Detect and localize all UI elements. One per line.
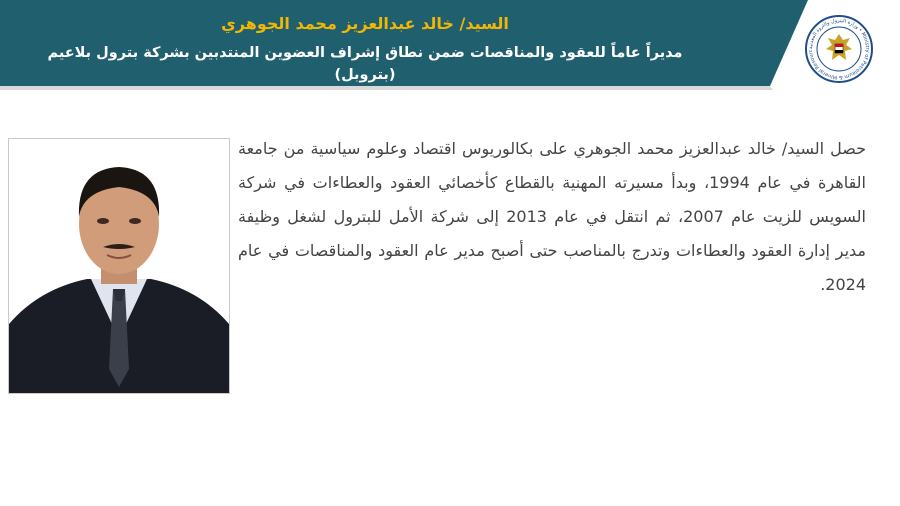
ministry-logo [804,14,874,84]
biography-text: حصل السيد/ خالد عبدالعزيز محمد الجوهري على بكالوريوس اقتصاد وعلوم سياسية من جامعة القاهرة في عام 1994، وبدأ مسيرته المهنية بالقطاع كأخصائي العقود والعطاءات في شركة السويس للزيت عام 2007، ثم انتقل في عام 2013 إلى شركة الأمل للبترول لشغل وظيفة مدير إدارة العقود والعطاءات وتدرج بالمناصب حتى أصبح مدير عام العقود والمناقصات في عام 2024. [238,139,867,294]
person-name: السيد/ خالد عبدالعزيز محمد الجوهري [221,14,509,33]
person-role: مديراً عاماً للعقود والمناقصات ضمن نطاق إشراف العضوين المنتدبين بشركة بترول بلاعيم (بتروبل) [47,45,683,83]
header-band [0,0,900,90]
eagle-emblem-icon [804,14,874,84]
portrait-icon [9,139,229,393]
logo-ring-text: وزارة البترول والثروة المعدنية • Ministry of Petroleum & Mineral Resourc [807,17,871,81]
header-titles [20,6,710,86]
person-photo [8,138,230,394]
